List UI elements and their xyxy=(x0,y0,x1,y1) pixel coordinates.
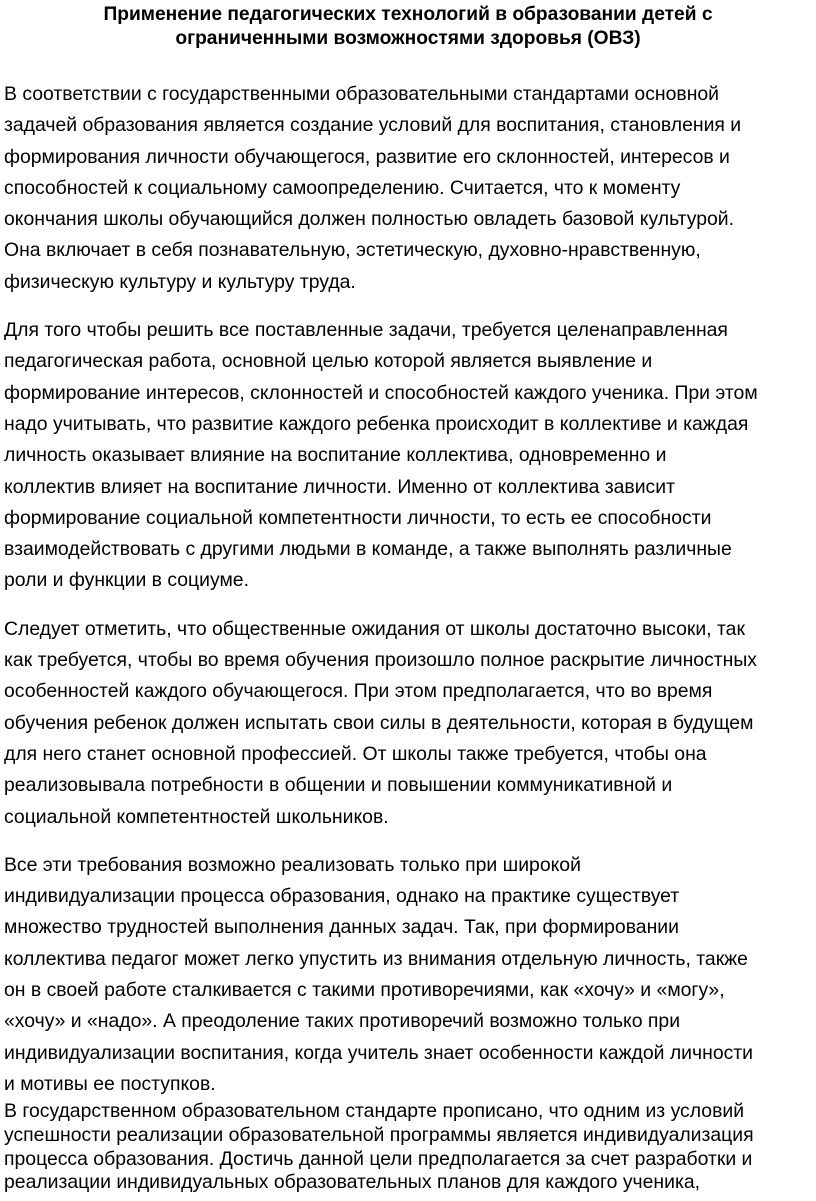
text-line: коллектив влияет на воспитание личности. Именно от коллектива зависит xyxy=(4,475,675,498)
text-line: роли и функции в социуме. xyxy=(4,569,249,592)
text-line: взаимодействовать с другими людьми в команде, а также выполнять различные xyxy=(4,538,732,561)
text-line: Все эти требования возможно реализовать только при широкой xyxy=(4,853,581,876)
text-line: окончания школы обучающийся должен полностью овладеть базовой культурой. xyxy=(4,208,735,231)
text-line: социальной компетентностей школьников. xyxy=(4,805,389,828)
text-line: коллектива педагог может легко упустить из внимания отдельную личность, также xyxy=(4,947,748,970)
title-line: ограниченными возможностями здоровья (ОВЗ) xyxy=(175,28,641,49)
text-line: Она включает в себя познавательную, эстетическую, духовно-нравственную, xyxy=(4,239,701,262)
paragraph-expectations xyxy=(0,614,816,833)
text-line: формирование социальной компетентности личности, то есть ее способности xyxy=(4,506,712,529)
text-line: формирование интересов, склонностей и способностей каждого ученика. При этом xyxy=(4,381,758,404)
text-line: множество трудностей выполнения данных задач. Так, при формировании xyxy=(4,916,679,939)
text-line: обучения ребенок должен испытать свои силы в деятельности, которая в будущем xyxy=(4,711,754,734)
text-line: надо учитывать, что развитие каждого ребенка происходит в коллективе и каждая xyxy=(4,412,749,435)
text-line: он в своей работе сталкивается с такими противоречиями, как «хочу» и «могу», xyxy=(4,979,725,1002)
text-line: особенностей каждого обучающегося. При этом предполагается, что во время xyxy=(4,680,713,703)
text-line: процесса образования. Достичь данной цели предполагается за счет разработки и xyxy=(4,1147,753,1170)
text-line: формирования личности обучающегося, развитие его склонностей, интересов и xyxy=(4,145,730,168)
title-line: Применение педагогических технологий в образовании детей с xyxy=(103,4,713,25)
text-line: Следует отметить, что общественные ожидания от школы достаточно высоки, так xyxy=(4,617,745,640)
text-line: реализовывала потребности в общении и повышении коммуникативной и xyxy=(4,774,673,797)
document-title xyxy=(0,3,816,51)
text-line: реализации индивидуальных образовательных планов для каждого ученика, xyxy=(4,1171,701,1194)
text-line: индивидуализации процесса образования, однако на практике существует xyxy=(4,885,680,908)
text-line: «хочу» и «надо». А преодоление таких противоречий возможно только при xyxy=(4,1010,681,1033)
text-line: как требуется, чтобы во время обучения произошло полное раскрытие личностных xyxy=(4,649,757,672)
text-line: способностей к социальному самоопределению. Считается, что к моменту xyxy=(4,176,681,199)
text-line: личность оказывает влияние на воспитание коллектива, одновременно и xyxy=(4,444,667,467)
text-line: задачей образования является создание условий для воспитания, становления и xyxy=(4,114,742,137)
paragraph-pedagogical-work xyxy=(0,315,816,597)
text-line: педагогическая работа, основной целью которой является выявление и xyxy=(4,350,653,373)
paragraph-individualization xyxy=(0,850,816,1100)
text-line: и мотивы ее поступков. xyxy=(4,1072,216,1095)
paragraph-state-standard xyxy=(0,1100,816,1195)
text-line: В государственном образовательном стандарте прописано, что одним из условий xyxy=(4,1100,745,1123)
text-line: для него станет основной профессией. От школы также требуется, чтобы она xyxy=(4,742,707,765)
text-line: В соответствии с государственными образовательными стандартами основной xyxy=(4,83,720,105)
text-line: успешности реализации образовательной программы является индивидуализация xyxy=(4,1123,754,1146)
text-line: Для того чтобы решить все поставленные задачи, требуется целенаправленная xyxy=(4,319,728,342)
text-line: индивидуализации воспитания, когда учитель знает особенности каждой личности xyxy=(4,1041,754,1064)
paragraph-standards xyxy=(0,79,816,298)
text-line: физическую культуру и культуру труда. xyxy=(4,270,356,293)
